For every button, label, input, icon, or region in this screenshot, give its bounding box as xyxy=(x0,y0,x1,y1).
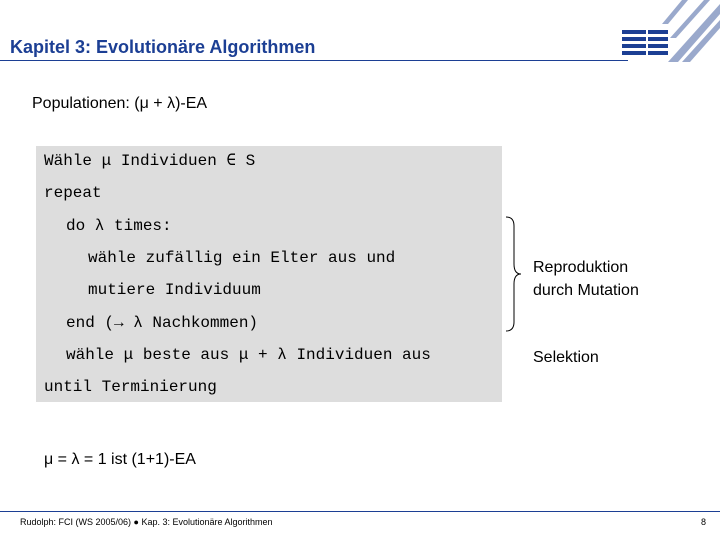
code-line-3: do λ times: xyxy=(66,217,172,235)
code-line-7: wähle μ beste aus μ + λ Individuen aus xyxy=(66,346,431,364)
page-number: 8 xyxy=(700,517,706,527)
code-line-8: until Terminierung xyxy=(44,378,217,396)
footer-divider xyxy=(0,511,720,512)
annotation-reproduction-line2: durch Mutation xyxy=(533,282,639,299)
right-brace-icon xyxy=(504,216,522,332)
footer-text: Rudolph: FCI (WS 2005/06) ● Kap. 3: Evolutionäre Algorithmen xyxy=(20,517,273,527)
subtitle: Populationen: (μ + λ)-EA xyxy=(32,95,208,112)
code-line-4: wähle zufällig ein Elter aus und xyxy=(88,249,396,267)
code-line-5: mutiere Individuum xyxy=(88,281,261,299)
formula-note: μ = λ = 1 ist (1+1)-EA xyxy=(44,451,196,468)
code-line-6: end (→ λ Nachkommen) xyxy=(66,314,259,332)
title-divider xyxy=(0,60,628,61)
university-logo xyxy=(622,0,720,62)
code-line-1: Wähle μ Individuen ∈ S xyxy=(44,152,256,170)
annotation-selection: Selektion xyxy=(533,349,599,366)
slide-title: Kapitel 3: Evolutionäre Algorithmen xyxy=(10,37,316,57)
annotation-reproduction-line1: Reproduktion xyxy=(533,259,629,276)
code-line-2: repeat xyxy=(44,184,102,202)
